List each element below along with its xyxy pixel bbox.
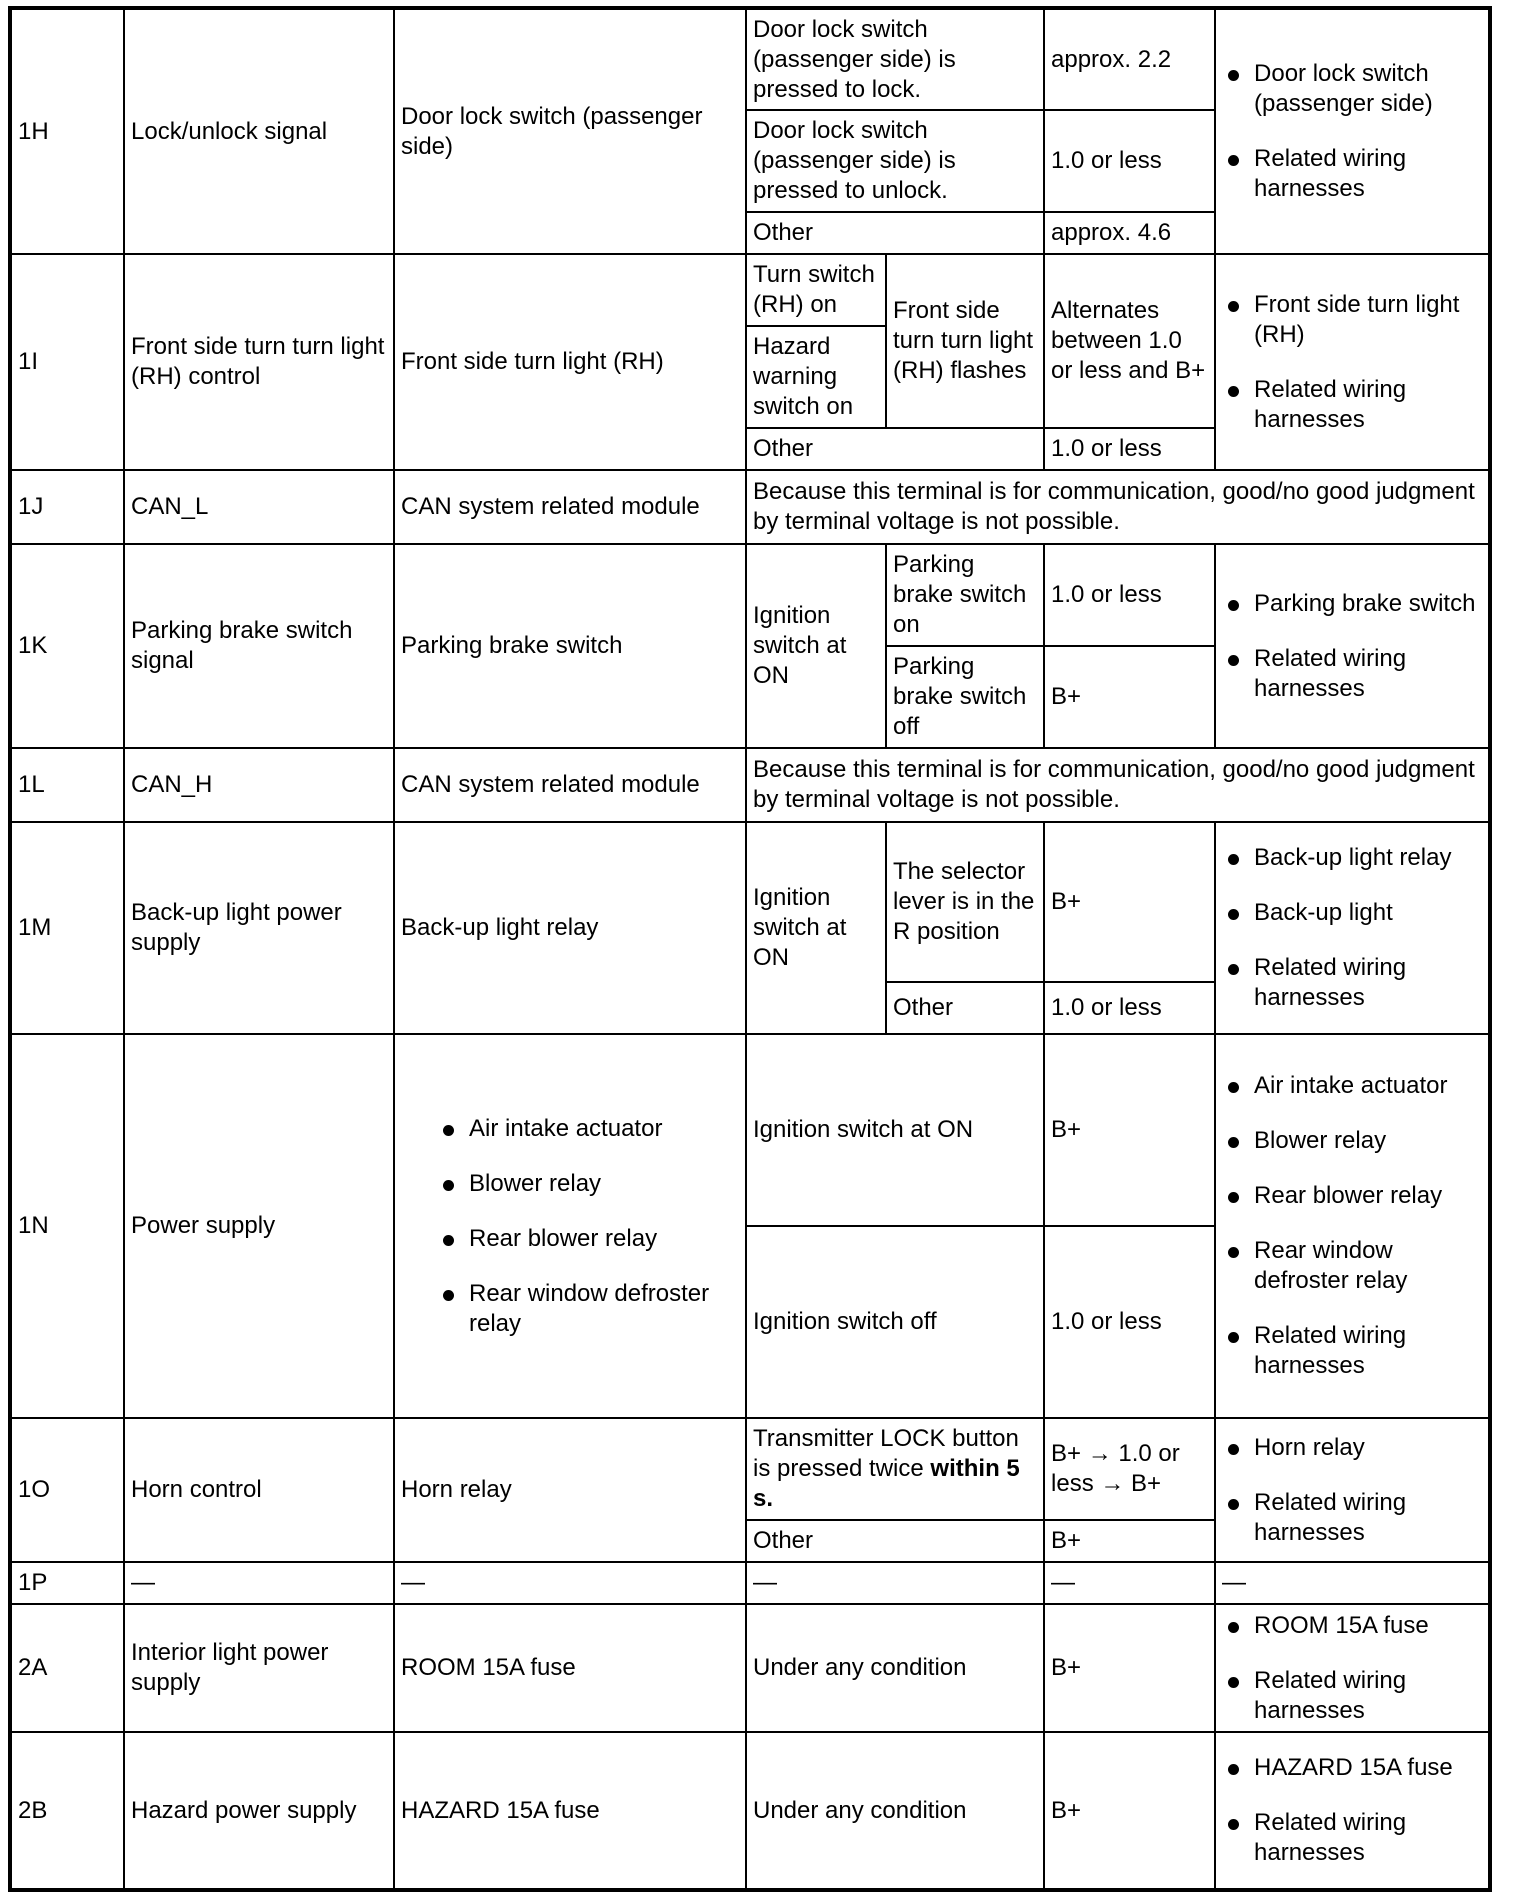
connected-list bbox=[401, 1114, 739, 1339]
condition-cell: Turn switch (RH) on bbox=[746, 254, 886, 326]
condition-cell: Door lock switch (passenger side) is pressed to unlock. bbox=[746, 110, 1044, 212]
table-row bbox=[10, 1418, 1490, 1520]
table-row bbox=[10, 1732, 1490, 1890]
list-item: Door lock switch (passenger side) bbox=[1222, 59, 1482, 119]
condition-cell: Other bbox=[746, 428, 1044, 470]
condition-cell: Ignition switch at ON bbox=[746, 544, 886, 748]
check-cell bbox=[1215, 544, 1490, 748]
voltage-cell: — bbox=[1044, 1562, 1215, 1604]
terminal-cell: 1K bbox=[10, 544, 124, 748]
list-item: Rear blower relay bbox=[437, 1224, 739, 1254]
voltage-cell: Alternates between 1.0 or less and B+ bbox=[1044, 254, 1215, 428]
table-row bbox=[10, 1604, 1490, 1732]
description-cell: Front side turn turn light (RH) control bbox=[124, 254, 394, 470]
voltage-cell: B+ bbox=[1044, 646, 1215, 748]
list-item: Air intake actuator bbox=[437, 1114, 739, 1144]
table-row bbox=[10, 544, 1490, 646]
state-cell: Front side turn turn light (RH) flashes bbox=[886, 254, 1044, 428]
condition-text: Transmitter LOCK button is pressed twice bbox=[753, 1425, 1019, 1482]
terminal-cell: 1H bbox=[10, 8, 124, 254]
list-item: Front side turn light (RH) bbox=[1222, 290, 1482, 350]
check-cell bbox=[1215, 254, 1490, 470]
condition-cell: Ignition switch at ON bbox=[746, 822, 886, 1034]
check-cell bbox=[1215, 1034, 1490, 1418]
check-cell bbox=[1215, 8, 1490, 254]
condition-cell: Ignition switch at ON bbox=[746, 1034, 1044, 1226]
voltage-cell: 1.0 or less bbox=[1044, 110, 1215, 212]
check-cell bbox=[1215, 822, 1490, 1034]
state-cell: Parking brake switch off bbox=[886, 646, 1044, 748]
check-list bbox=[1222, 1611, 1482, 1726]
voltage-cell: 1.0 or less bbox=[1044, 428, 1215, 470]
table-row bbox=[10, 1562, 1490, 1604]
list-item: Related wiring harnesses bbox=[1222, 644, 1482, 704]
check-list bbox=[1222, 1433, 1482, 1548]
check-cell bbox=[1215, 1604, 1490, 1732]
connected-cell: Door lock switch (passenger side) bbox=[394, 8, 746, 254]
list-item: Related wiring harnesses bbox=[1222, 1321, 1482, 1381]
description-cell: Horn control bbox=[124, 1418, 394, 1562]
terminal-cell: 1M bbox=[10, 822, 124, 1034]
check-list bbox=[1222, 1071, 1482, 1381]
connected-cell: CAN system related module bbox=[394, 470, 746, 544]
list-item: ROOM 15A fuse bbox=[1222, 1611, 1482, 1641]
terminal-spec-table bbox=[8, 6, 1492, 1892]
connected-cell: CAN system related module bbox=[394, 748, 746, 822]
terminal-cell: 2A bbox=[10, 1604, 124, 1732]
connected-cell: Parking brake switch bbox=[394, 544, 746, 748]
table-row bbox=[10, 1034, 1490, 1226]
voltage-cell: 1.0 or less bbox=[1044, 544, 1215, 646]
list-item: Related wiring harnesses bbox=[1222, 1666, 1482, 1726]
list-item: Related wiring harnesses bbox=[1222, 953, 1482, 1013]
condition-cell: Hazard warning switch on bbox=[746, 326, 886, 428]
description-cell: Interior light power supply bbox=[124, 1604, 394, 1732]
description-cell: Lock/unlock signal bbox=[124, 8, 394, 254]
check-list bbox=[1222, 59, 1482, 204]
voltage-cell: B+ bbox=[1044, 1604, 1215, 1732]
condition-period: . bbox=[766, 1485, 774, 1512]
voltage-cell: B+ bbox=[1044, 1520, 1215, 1562]
table-row bbox=[10, 470, 1490, 544]
condition-cell bbox=[746, 1418, 1044, 1520]
list-item: Related wiring harnesses bbox=[1222, 375, 1482, 435]
note-cell: Because this terminal is for communication, good/no good judgment by terminal voltage is not possible. bbox=[746, 748, 1490, 822]
voltage-cell: 1.0 or less bbox=[1044, 1226, 1215, 1418]
voltage-cell: B+ bbox=[1044, 822, 1215, 982]
list-item: Related wiring harnesses bbox=[1222, 1488, 1482, 1548]
connected-cell: HAZARD 15A fuse bbox=[394, 1732, 746, 1890]
state-cell: The selector lever is in the R position bbox=[886, 822, 1044, 982]
page bbox=[8, 6, 1488, 1892]
terminal-cell: 1L bbox=[10, 748, 124, 822]
description-cell: — bbox=[124, 1562, 394, 1604]
terminal-cell: 1P bbox=[10, 1562, 124, 1604]
connected-cell: ROOM 15A fuse bbox=[394, 1604, 746, 1732]
list-item: Air intake actuator bbox=[1222, 1071, 1482, 1101]
terminal-cell: 1O bbox=[10, 1418, 124, 1562]
list-item: Parking brake switch bbox=[1222, 589, 1482, 619]
list-item: HAZARD 15A fuse bbox=[1222, 1753, 1482, 1783]
condition-emphasis: within 5 s bbox=[753, 1455, 1020, 1512]
list-item: Related wiring harnesses bbox=[1222, 144, 1482, 204]
list-item: Rear window defroster relay bbox=[1222, 1236, 1482, 1296]
list-item: Horn relay bbox=[1222, 1433, 1482, 1463]
voltage-cell: B+ bbox=[1044, 1732, 1215, 1890]
table-row bbox=[10, 254, 1490, 326]
state-cell: Other bbox=[886, 982, 1044, 1034]
condition-cell: — bbox=[746, 1562, 1044, 1604]
terminal-cell: 1J bbox=[10, 470, 124, 544]
voltage-cell: approx. 2.2 bbox=[1044, 8, 1215, 110]
condition-cell: Ignition switch off bbox=[746, 1226, 1044, 1418]
voltage-cell: B+ → 1.0 or less → B+ bbox=[1044, 1418, 1215, 1520]
list-item: Blower relay bbox=[437, 1169, 739, 1199]
condition-cell: Other bbox=[746, 1520, 1044, 1562]
voltage-cell: 1.0 or less bbox=[1044, 982, 1215, 1034]
connected-cell bbox=[394, 1034, 746, 1418]
description-cell: Parking brake switch signal bbox=[124, 544, 394, 748]
check-list bbox=[1222, 589, 1482, 704]
condition-cell: Under any condition bbox=[746, 1604, 1044, 1732]
list-item: Rear window defroster relay bbox=[437, 1279, 739, 1339]
list-item: Back-up light bbox=[1222, 898, 1482, 928]
condition-cell: Other bbox=[746, 212, 1044, 254]
table-row bbox=[10, 748, 1490, 822]
description-cell: Back-up light power supply bbox=[124, 822, 394, 1034]
description-cell: CAN_H bbox=[124, 748, 394, 822]
description-cell: Power supply bbox=[124, 1034, 394, 1418]
connected-cell: Horn relay bbox=[394, 1418, 746, 1562]
table-row bbox=[10, 822, 1490, 982]
check-cell bbox=[1215, 1732, 1490, 1890]
voltage-cell: B+ bbox=[1044, 1034, 1215, 1226]
table-row bbox=[10, 8, 1490, 110]
state-cell: Parking brake switch on bbox=[886, 544, 1044, 646]
terminal-cell: 2B bbox=[10, 1732, 124, 1890]
check-list bbox=[1222, 843, 1482, 1013]
connected-cell: — bbox=[394, 1562, 746, 1604]
connected-cell: Front side turn light (RH) bbox=[394, 254, 746, 470]
description-cell: CAN_L bbox=[124, 470, 394, 544]
check-cell bbox=[1215, 1418, 1490, 1562]
check-cell: — bbox=[1215, 1562, 1490, 1604]
condition-cell: Door lock switch (passenger side) is pressed to lock. bbox=[746, 8, 1044, 110]
list-item: Related wiring harnesses bbox=[1222, 1808, 1482, 1868]
terminal-cell: 1I bbox=[10, 254, 124, 470]
voltage-cell: approx. 4.6 bbox=[1044, 212, 1215, 254]
terminal-cell: 1N bbox=[10, 1034, 124, 1418]
list-item: Back-up light relay bbox=[1222, 843, 1482, 873]
connected-cell: Back-up light relay bbox=[394, 822, 746, 1034]
note-cell: Because this terminal is for communication, good/no good judgment by terminal voltage is not possible. bbox=[746, 470, 1490, 544]
description-cell: Hazard power supply bbox=[124, 1732, 394, 1890]
list-item: Rear blower relay bbox=[1222, 1181, 1482, 1211]
condition-cell: Under any condition bbox=[746, 1732, 1044, 1890]
check-list bbox=[1222, 290, 1482, 435]
list-item: Blower relay bbox=[1222, 1126, 1482, 1156]
check-list bbox=[1222, 1753, 1482, 1868]
